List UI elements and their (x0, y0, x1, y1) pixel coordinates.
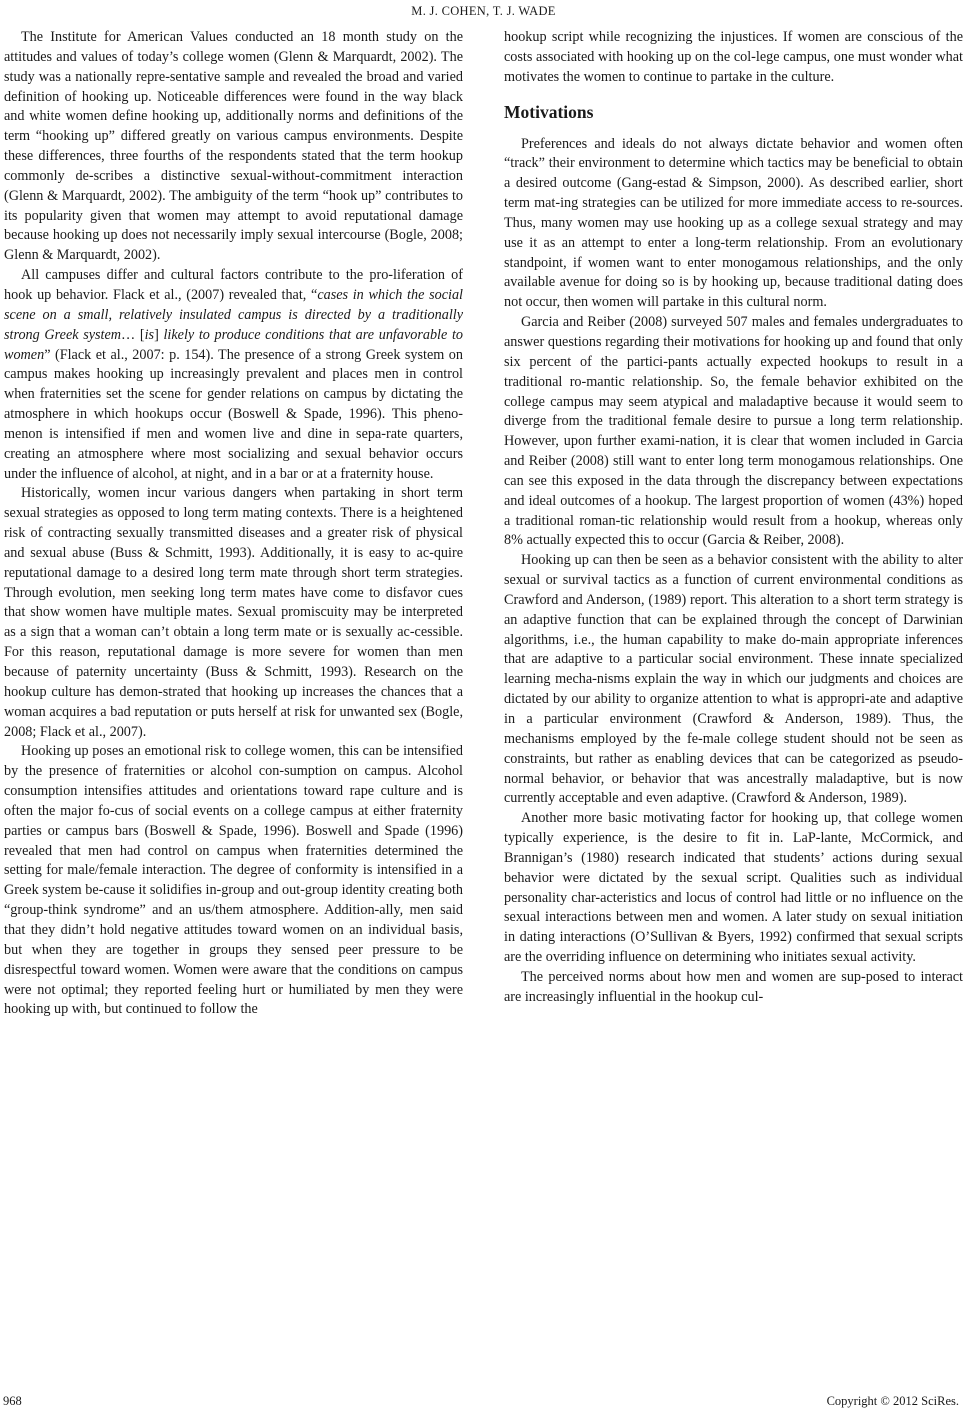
paragraph: Historically, women incur various dangers when partaking in short term sexual strategies as opposed to long term mating contexts. There is a heightened risk of contracting sexually transmitted diseases and a greater risk of physical and sexual abuse (Buss & Schmitt, 1993). Additionally, it is easy to ac-quire reputational damage to a desired long term mate through short term strategies. Through evolution, men seeking long term mates have come to disfavor cues that show women have multiple mates. Sexual promiscuity may be interpreted as a sign that a woman can’t obtain a long term mate or is sexually ac-cessible. For this reason, reputational damage is more severe for women than men because of paternity uncertainty (Buss & Schmitt, 1993). Research on the hookup culture has demon-strated that hooking up increases the chances that a woman acquires a bad reputation or puts herself at risk for unwanted sex (Bogle, 2008; Flack et al., 2007). (4, 485, 463, 740)
running-head: M. J. COHEN, T. J. WADE (411, 4, 556, 18)
paragraph: Garcia and Reiber (2008) surveyed 507 males and females undergraduates to answer questions regarding their motivations for hooking up and found that only six percent of the partici-pants actually expected hookups to result in a traditional ro-mantic relationship. So, the female behavior exhibited on the college campus may seem atypical and maladaptive because it would seem to diverge from the traditional female desire to pursue a long term relationship. However, upon further exami-nation, it is clear that women included in Garcia and Reiber (2008) still want to enter long term monogamous relationships. One can see this exposed in the data through the discrepancy between expectations and ideal outcomes of a hookup. The largest proportion of women (43%) hoped a traditional roman-tic relationship would result from a hookup, whereas only 8% actually expected this to occur (Garcia & Reiber, 2008). (504, 314, 963, 549)
copyright-notice: Copyright © 2012 SciRes. (826, 1394, 959, 1408)
text-run: All campuses differ and cultural factors contribute to the pro-liferation of hook up behavior. Flack et al., (2007) revealed that, “ (4, 267, 463, 303)
page-number: 968 (3, 1394, 22, 1408)
right-column (504, 28, 963, 1008)
paragraph: Hooking up can then be seen as a behavior consistent with the ability to alter sexual or survival tactics as a function of current environmental conditions as Crawford and Anderson, (1989) report. This alteration to a short term strategy is an adaptive function that can be explained through the concept of Darwinian algorithms, i.e., the human capability to make do-main appropriate inferences that are adaptive to a particular social environment. These innate specialized learning mecha-nisms explain the way in which our judgments and choices are dictated by our ability to organize attention to what is appropri-ate and adaptive in a particular environment (Crawford & Anderson, 1989). Thus, the mechanisms employed by the fe-male college student should not be seen as constraints, but rather as enabling devices that can be categorized as pseudo-normal behavior, or behavior that was ancestrally maladaptive, but is now currently acceptable and even adaptive. (Crawford & Anderson, 1989). (504, 552, 963, 807)
left-column (4, 28, 463, 1020)
text-run: … [ (121, 326, 145, 343)
paragraph: The Institute for American Values conducted an 18 month study on the attitudes and values of today’s college women (Glenn & Marquardt, 2002). The study was a nationally repre-sentative sample and revealed the broad and varied definition of hooking up. Noticeable differences were found in the way black and white women define hooking up, additionally norms and definitions of the term “hooking up” differed greatly on various campus environments. Despite these differences, three fourths of the respondents stated that the term hookup commonly de-scribes a distinctive sexual-without-commitment interaction (Glenn & Marquardt, 2002). The ambiguity of the term “hook up” contributes to its popularity given that women may attempt to avoid reputational damage because hooking up does not necessarily imply sexual intercourse (Bogle, 2008; Glenn & Marquardt, 2002). (4, 29, 463, 264)
paragraph: Another more basic motivating factor for hooking up, that college women typically experience, is the desire to fit in. LaP-lante, McCormick, and Brannigan’s (1980) research indicated that students’ actions during sexual behavior were dictated by the sexual script. Qualities such as individual personality char-acteristics and locus of control had little or no influence on the sexual interactions between men and women. A later study on sexual initiation in dating interactions (O’Sullivan & Byers, 1992) confirmed that sexual scripts are the overriding influence on determining who initiates sexual activity. (504, 810, 963, 966)
text-run: ] (154, 326, 164, 343)
text-run: ” (Flack et al., 2007: p. 154). The presence of a strong Greek system on campus makes hooking up increasingly prevalent and places men in control when fraternities set the scene for gender relations on campus by dictating the atmosphere in which hookups occur (Boswell & Spade, 1996). This pheno-menon is intensified if men and women live and dine in sepa-rate quarters, creating an atmosphere where most socializing and sexual behavior occurs under the influence of alcohol, at night, and in a bar or at a fraternity house. (4, 346, 463, 482)
paragraph (4, 266, 463, 484)
paragraph: Hooking up poses an emotional risk to college women, this can be intensified by the presence of fraternities or alcohol con-sumption on campus. Alcohol consumption intensifies attitudes and orientations toward rape culture and is often the major fo-cus of social events on a college campus at either fraternity parties or campus bars (Boswell & Spade, 1996). Boswell and Spade (1996) revealed that men had control on campus when fraternities determined the setting for male/female interaction. The degree of conformity is intensified in a Greek system be-cause it solidifies in-group and out-group identity creating both “group-think syndrome” and an us/them atmosphere. Addition-ally, men said that they didn’t hold negative attitudes toward women on an individual basis, but when they are together in groups they sensed peer pressure to be disrespectful toward women. Women were aware that the conditions on campus were not optimal; they reported feeling hurt or humiliated by men they were hooking up with, but continued to follow the (4, 743, 463, 1018)
quote-italic: likely to produce conditions that are unfavorable to women (4, 326, 463, 363)
paragraph: hookup script while recognizing the injustices. If women are conscious of the costs associated with hooking up on the col-lege campus, one must wonder what motivates the women to continue to partake in the culture. (504, 29, 963, 85)
paragraph: The perceived norms about how men and women are sup-posed to interact are increasingly influential in the hookup cul- (504, 968, 963, 1005)
section-heading: Motivations (504, 101, 594, 122)
quote-italic: is (144, 326, 155, 343)
quote-italic: cases in which the social scene on a small, relatively insulated campus is directed by a traditionally strong Greek system (4, 286, 463, 343)
paragraph: Preferences and ideals do not always dictate behavior and women often “track” their environment to determine which tactics may be beneficial to obtain a desired outcome (Gang-estad & Simpson, 2000). As described earlier, short term mat-ing strategies can be utilized for more immediate access to re-sources. Thus, many women may use hooking up as a college sexual strategy and may use it as an attempt to enter a long-term relationship. From an evolutionary standpoint, if women want to enter monogamous relationships, and the only available avenue for doing so is by hooking up, because traditional dating does not occur, then women will partake in this cultural norm. (504, 135, 963, 311)
